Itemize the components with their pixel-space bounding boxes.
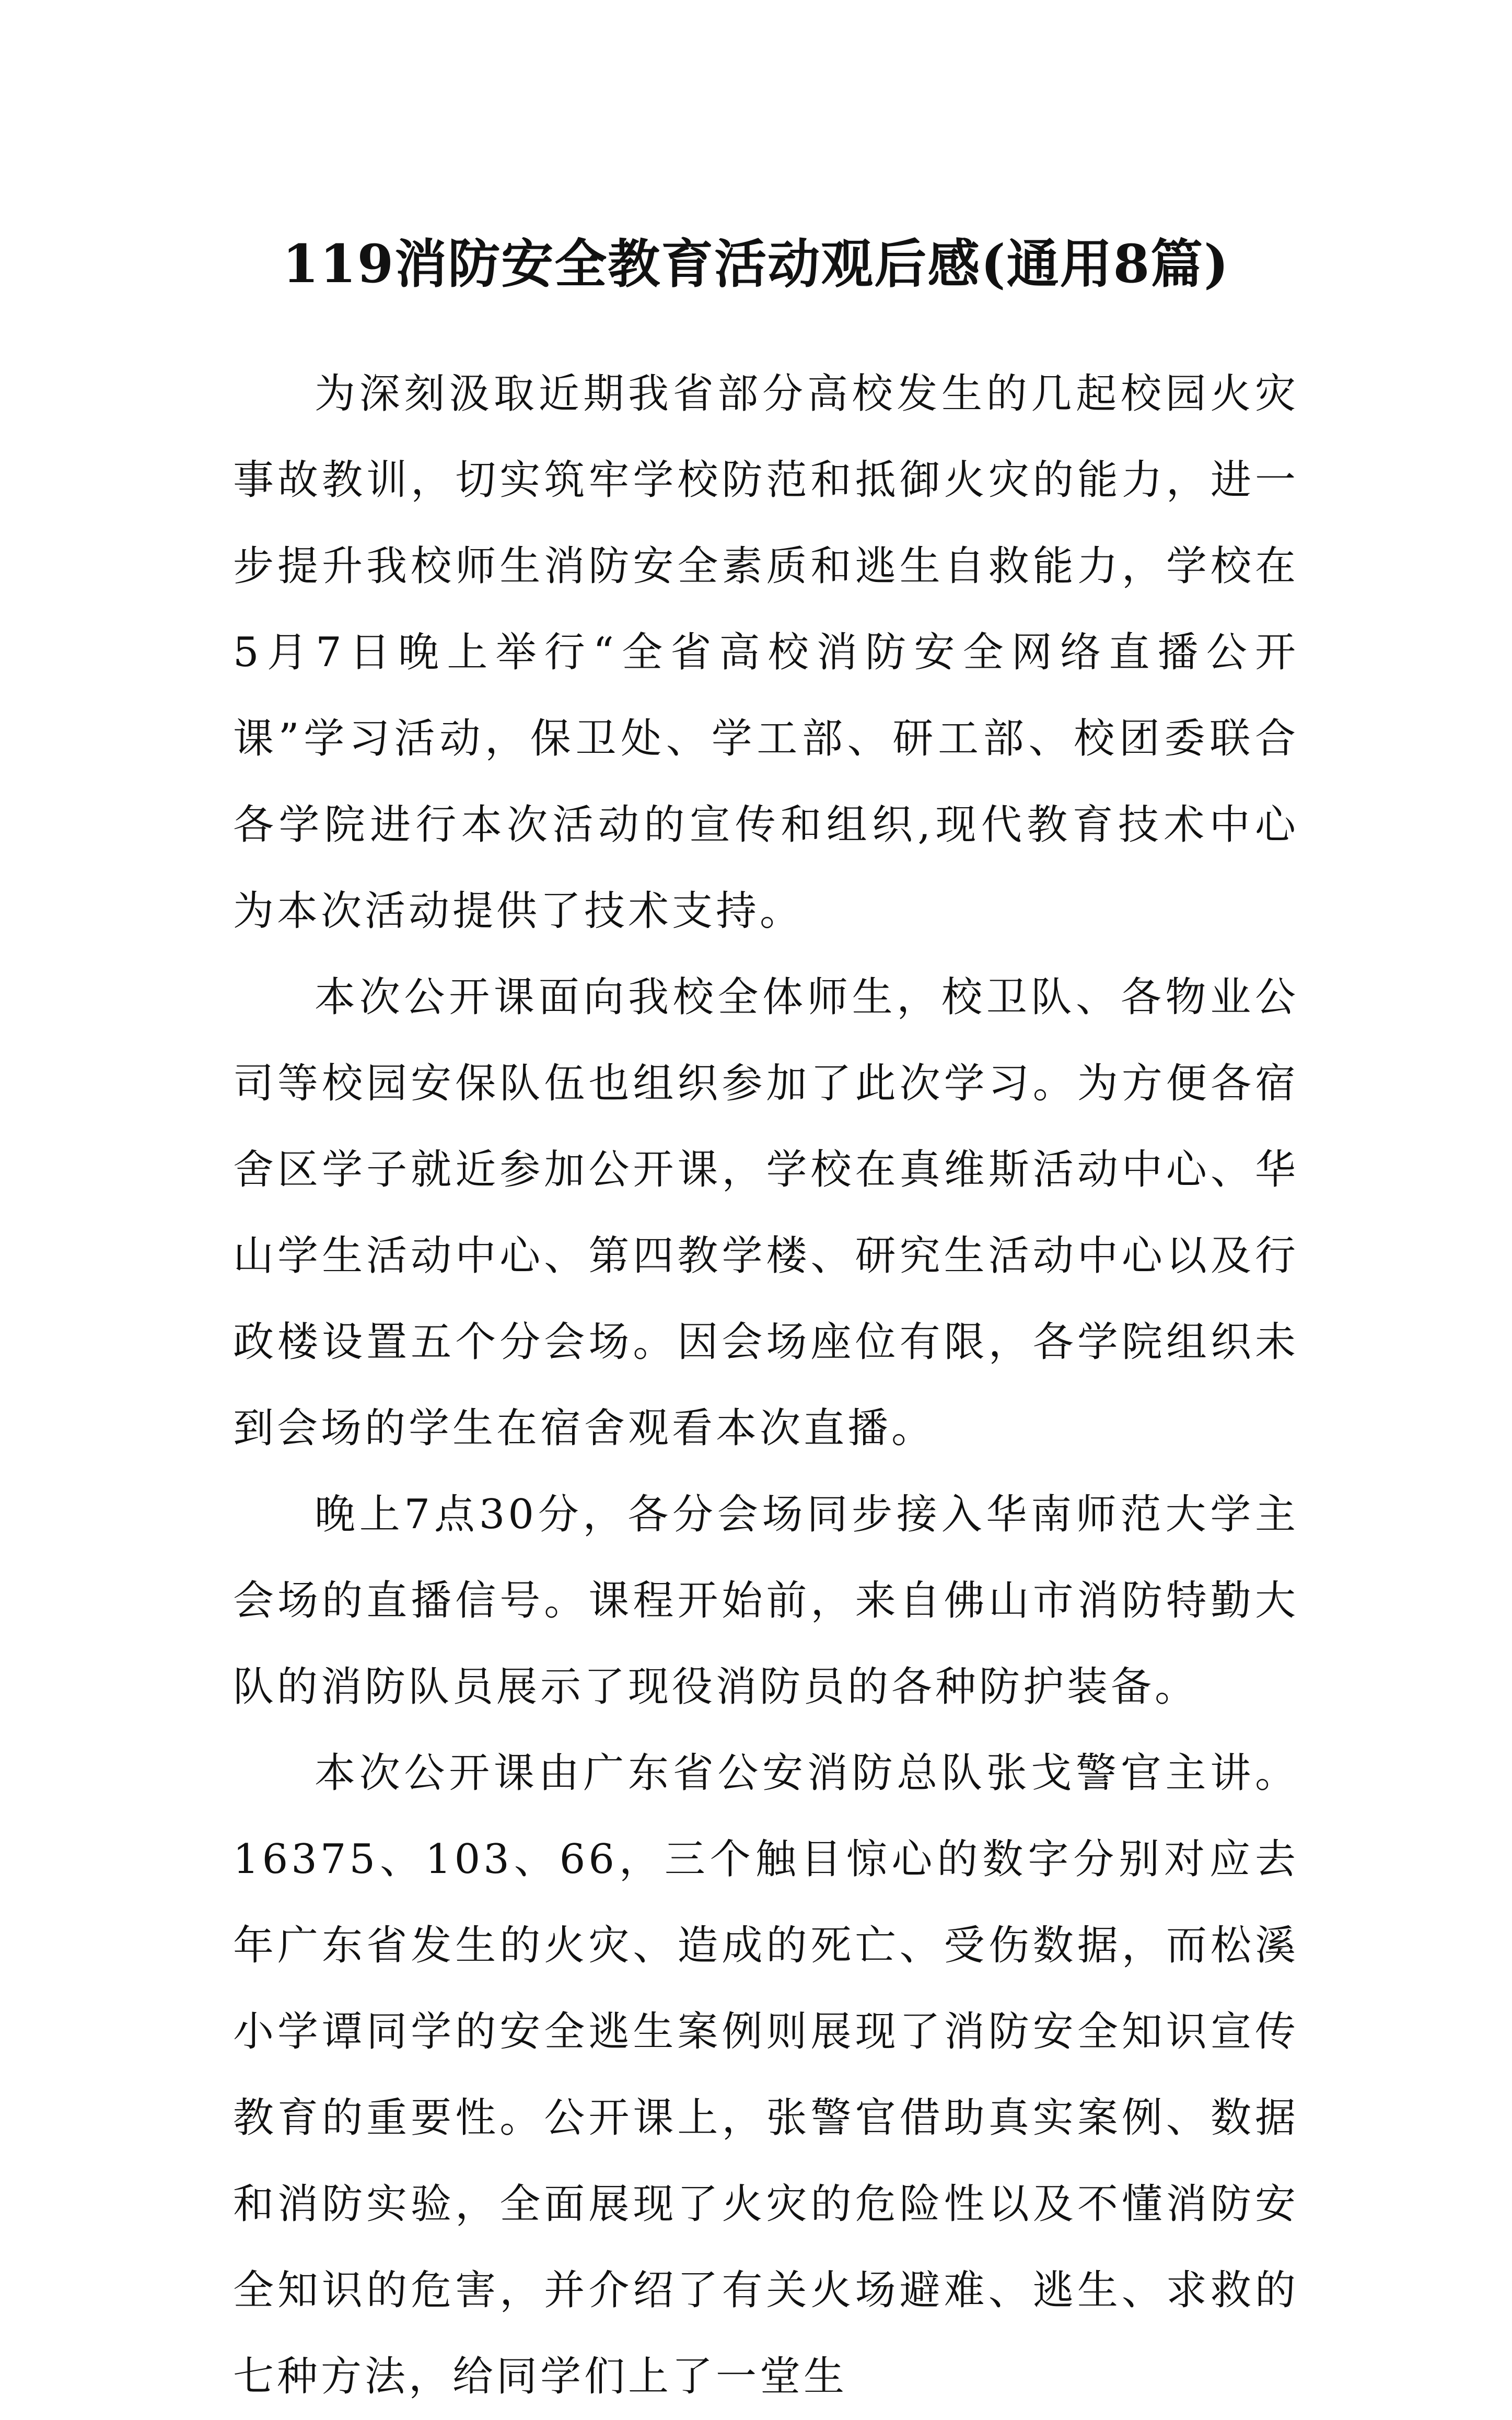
paragraph-3: 晚上7点30分，各分会场同步接入华南师范大学主会场的直播信号。课程开始前，来自佛山市消防特勤大队的消防队员展示了现役消防员的各种防护装备。 [233,1491,1299,1711]
document-body [233,351,1299,2420]
paragraph-4: 本次公开课由广东省公安消防总队张戈警官主讲。16375、103、66，三个触目惊心的数字分别对应去年广东省发生的火灾、造成的死亡、受伤数据，而松溪小学谭同学的安全逃生案例则展现了消防安全知识宣传教育的重要性。公开课上，张警官借助真实案例、数据和消防实验，全面展现了火灾的危险性以及不懂消防安全知识的危害，并介绍了有关火场避难、逃生、求救的七种方法，给同学们上了一堂生 [233,1750,1299,2400]
paragraph-1: 为深刻汲取近期我省部分高校发生的几起校园火灾事故教训，切实筑牢学校防范和抵御火灾的能力，进一步提升我校师生消防安全素质和逃生自救能力，学校在5月7日晚上举行“全省高校消防安全网络直播公开课”学习活动，保卫处、学工部、研工部、校团委联合各学院进行本次活动的宣传和组织,现代教育技术中心为本次活动提供了技术支持。 [233,370,1299,935]
document-title: 119消防安全教育活动观后感(通用8篇) [282,233,1230,295]
paragraph-2: 本次公开课面向我校全体师生，校卫队、各物业公司等校园安保队伍也组织参加了此次学习。为方便各宿舍区学子就近参加公开课，学校在真维斯活动中心、华山学生活动中心、第四教学楼、研究生活动中心以及行政楼设置五个分会场。因会场座位有限，各学院组织未到会场的学生在宿舍观看本次直播。 [233,974,1299,1452]
